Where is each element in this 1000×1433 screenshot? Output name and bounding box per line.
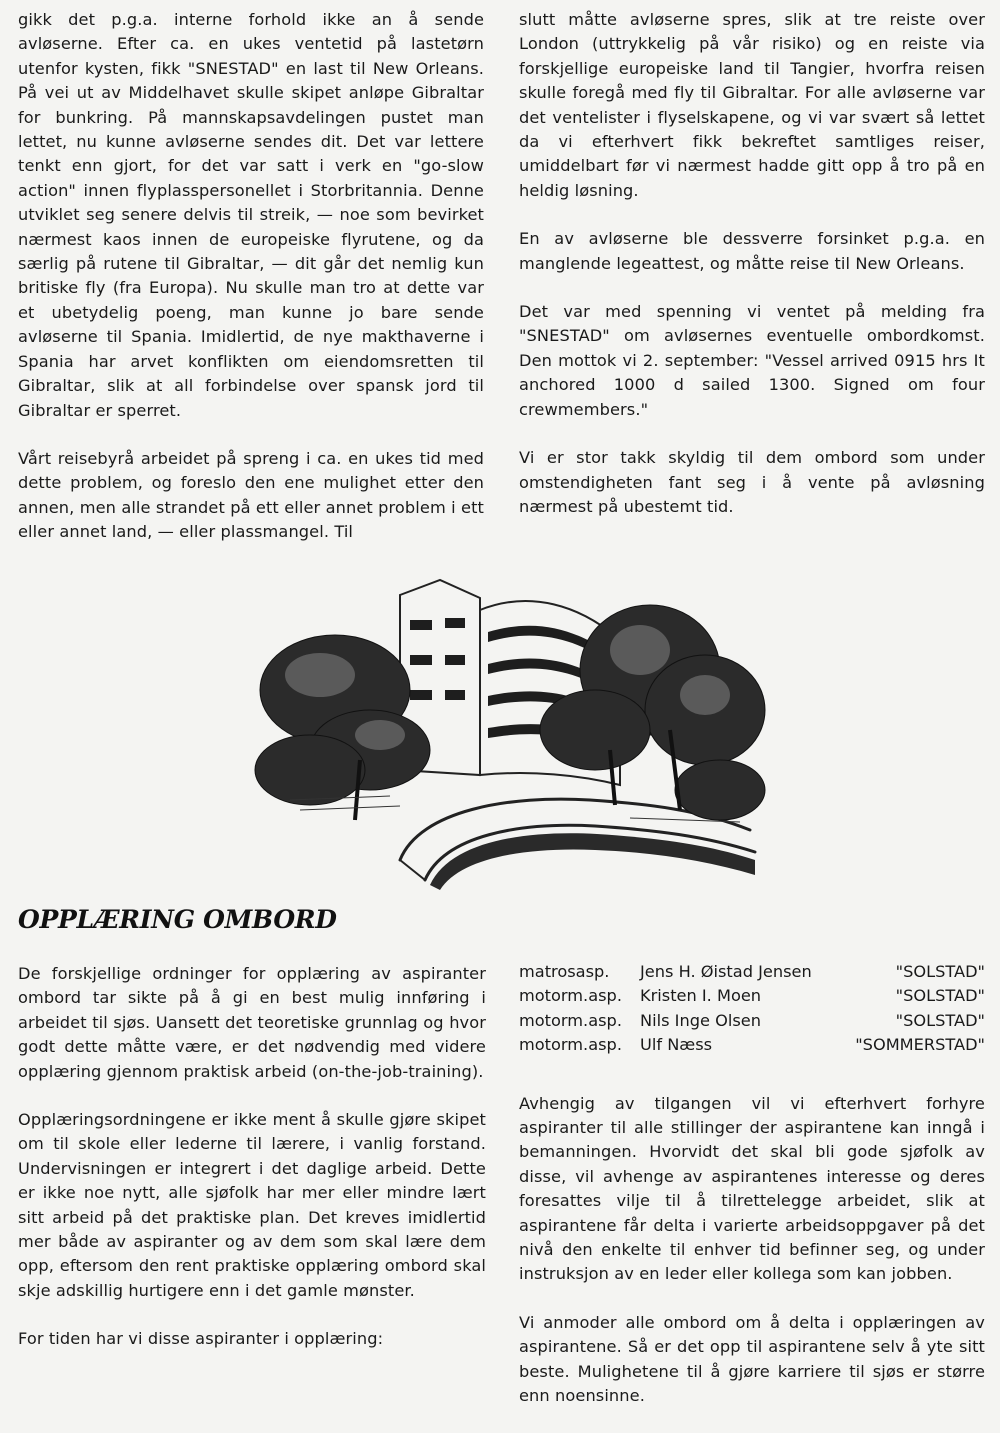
paragraph: Avhengig av tilgangen vil vi efterhvert forhyre aspiranter til alle stillinger der aspirantene kan inngå i bemanningen. Hvorvidt det skal bli gode sjøfolk av disse, vil avhenge av aspirantenes interesse og deres foresattes vilje til å tilrettelegge arbeidet, slik at aspirantene får delta i varierte arbeidsoppgaver på det nivå den enkelte til enhver tid befinner seg, og under instruksjon av en leder eller kollega som kan jobben.: [519, 1093, 985, 1284]
roster-ship: "SOLSTAD": [895, 1010, 985, 1030]
roster-ship: "SOLSTAD": [895, 986, 985, 1006]
roster-role: matrosasp.: [519, 962, 610, 981]
paragraph: Vi er stor takk skyldig til dem ombord som under omstendigheten fant seg i å vente på avløsning nærmest på ubestemt tid.: [519, 448, 985, 516]
roster-ship: "SOMMERSTAD": [855, 1035, 985, 1055]
column-top-right: [519, 8, 985, 543]
paragraph: Vårt reisebyrå arbeidet på spreng i ca. en ukes tid med dette problem, og foreslo den ene mulighet etter den annen, men alle strandet på ett eller annet problem i ett eller annet land, — eller plassmangel. Til: [18, 448, 484, 542]
paragraph: Opplæringsordningene er ikke ment å skulle gjøre skipet om til skole eller lederne til lærere, i vanlig forstand. Undervisningen er integrert i det daglige arbeid. Dette er ikke noe nytt, alle sjøfolk har mer eller mindre lært sitt arbeid på det praktiske plan. Det kreves imidlertid mer både av aspiranter og av dem som skal lære dem opp, eftersom den rent praktiske opplæring ombord skal skje adskillig hurtigere enn i det gamle mønster.: [18, 1110, 486, 1300]
paragraph: gikk det p.g.a. interne forhold ikke an å sende avløserne. Efter ca. en ukes ventetid på lastetørn utenfor kysten, fikk "SNESTAD" en last til New Orleans. På vei ut av Middelhavet skulle skipet anløpe Gibraltar for bunkring. På mannskapsavdelingen pustet man lettet, nu kunne avløserne sendes dit. Det var lettere tenkt enn gjort, for det var satt i verk en "go-slow action" innen flyplasspersonellet i Storbritannia. Denne utviklet seg senere delvis til streik, — noe som bevirket nærmest kaos innen de europeiske flyrutene, og da særlig på rutene til Gibraltar, — dit går det nemlig kun britiske fly (fra Europa). Nu skulle man tro at dette var et ubetydelig poeng, man kunne jo bare sende avløserne til Spania. Imidlertid, de nye makthaverne i Spania har arvet konflikten om eiendomsretten til Gibraltar, slik at all forbindelse over spansk jord til Gibraltar er sperret.: [18, 10, 484, 420]
roster-name: Ulf Næss: [640, 1035, 713, 1055]
paragraph: slutt måtte avløserne spres, slik at tre reiste over London (uttrykkelig på vår risiko) og en reiste via forskjellige europeiske land til Tangier, hvorfra reisen skulle foregå med fly til Gibraltar. For alle avløserne var det ventelister i flyselskapene, og vi var svært så lettet da vi efterhvert fikk bekreftet samtliges reiser, umiddelbart før vi nærmest hadde gitt opp å tro på en heldig løsning.: [519, 10, 985, 200]
paragraph: En av avløserne ble dessverre forsinket p.g.a. en manglende legeattest, og måtte reise til New Orleans.: [519, 229, 985, 273]
column-top-left: [18, 8, 484, 569]
roster-ship: "SOLSTAD": [895, 962, 985, 981]
section-heading: OPPLÆRING OMBORD: [18, 905, 337, 934]
roster-row: [519, 1033, 985, 1057]
column-bottom-right: [519, 960, 985, 1433]
column-bottom-left: [18, 962, 486, 1376]
roster-row: [519, 960, 985, 984]
paragraph: Vi anmoder alle ombord om å delta i opplæringen av aspirantene. Så er det opp til aspirantene selv å yte sitt beste. Mulighetene til å gjøre karriere til sjøs er større enn noensinne.: [519, 1312, 985, 1406]
roster-role: motorm.asp.: [519, 1035, 622, 1055]
paragraph: Det var med spenning vi ventet på melding fra "SNESTAD" om avløsernes eventuelle ombordkomst. Den mottok vi 2. september: "Vessel arrived 0915 hrs It anchored 1000 d sailed 1300. Signed om four crewmembers.": [519, 302, 985, 419]
building-illustration: [250, 560, 770, 890]
roster-role: motorm.asp.: [519, 1010, 622, 1030]
paragraph: De forskjellige ordninger for opplæring av aspiranter ombord tar sikte på å gi en best mulig innføring i arbeidet til sjøs. Uansett det teoretiske grunnlag og hvor godt dette måtte være, er det nødvendig med videre opplæring gjennom praktisk arbeid (on-the-job-training).: [18, 964, 486, 1081]
roster-role: motorm.asp.: [519, 986, 622, 1006]
roster-row: [519, 984, 985, 1008]
roster-name: Nils Inge Olsen: [640, 1010, 761, 1030]
paragraph: For tiden har vi disse aspiranter i opplæring:: [18, 1329, 384, 1349]
roster-name: Jens H. Øistad Jensen: [640, 962, 812, 981]
roster-name: Kristen I. Moen: [640, 986, 762, 1006]
aspirant-roster: [519, 960, 985, 1058]
roster-row: [519, 1009, 985, 1033]
